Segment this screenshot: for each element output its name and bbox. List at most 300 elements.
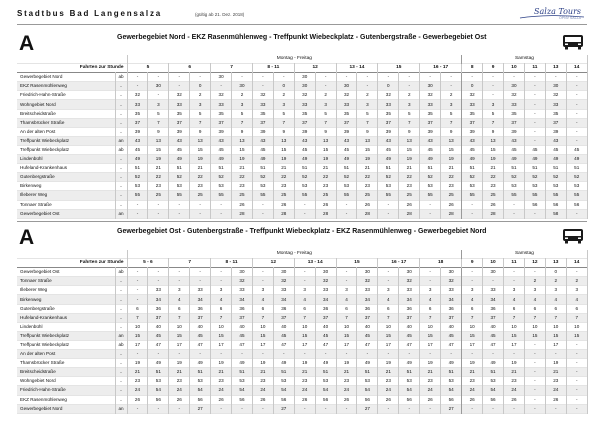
departure-time: 30: [294, 73, 315, 82]
departure-time: -: [127, 295, 148, 304]
departure-time: 6: [294, 304, 315, 313]
departure-time: 6: [336, 304, 357, 313]
departure-time: -: [462, 404, 483, 413]
departure-time: 56: [483, 395, 504, 404]
departure-time: 37: [294, 118, 315, 127]
departure-time: 10: [378, 322, 399, 331]
departure-time: 54: [483, 386, 504, 395]
departure-time: 32: [169, 91, 190, 100]
hour-header-cell: 13: [545, 259, 566, 268]
departure-time: 15: [315, 145, 336, 154]
departure-time: 17: [462, 340, 483, 349]
departure-time: 19: [252, 359, 273, 368]
departure-time: -: [566, 340, 587, 349]
stop-name: Gewerbegebiet Nord: [17, 73, 115, 82]
departure-time: 19: [545, 359, 566, 368]
departure-time: -: [483, 91, 504, 100]
departure-time: 15: [273, 145, 294, 154]
departure-time: 53: [273, 377, 294, 386]
day-group-blank: [17, 55, 127, 64]
departure-time: 47: [399, 340, 420, 349]
stop-name: Breitscheidstraße: [17, 368, 115, 377]
departure-time: 43: [420, 136, 441, 145]
departure-time: 36: [483, 304, 504, 313]
table-row: [17, 277, 587, 286]
departure-time: 6: [462, 304, 483, 313]
departure-time: -: [148, 209, 169, 218]
departure-time: 55: [169, 191, 190, 200]
departure-time: 15: [169, 331, 190, 340]
arrival-departure-mark: ..: [115, 155, 127, 164]
departure-time: 33: [357, 286, 378, 295]
table-row: [17, 200, 587, 209]
departure-time: 21: [462, 368, 483, 377]
departure-time: 56: [190, 395, 211, 404]
departure-time: 49: [378, 155, 399, 164]
table-row: [17, 404, 587, 413]
departure-time: 37: [420, 118, 441, 127]
departure-time: 10: [211, 322, 232, 331]
departure-time: 56: [399, 395, 420, 404]
arrival-departure-mark: ab: [115, 145, 127, 154]
departure-time: 35: [294, 109, 315, 118]
departure-time: 53: [252, 182, 273, 191]
departure-time: 51: [504, 164, 525, 173]
departure-time: 40: [232, 322, 253, 331]
departure-time: -: [566, 100, 587, 109]
departure-time: 53: [524, 182, 545, 191]
hour-header-cell: 15: [378, 64, 420, 73]
departure-time: 22: [190, 173, 211, 182]
departure-time: 37: [169, 118, 190, 127]
departure-time: -: [545, 404, 566, 413]
departure-time: 34: [273, 295, 294, 304]
table-row: [17, 82, 587, 91]
stop-name: Gutenbergstraße: [17, 304, 115, 313]
departure-time: 21: [336, 368, 357, 377]
salza-tours-logo: [517, 5, 587, 21]
departure-time: 39: [169, 127, 190, 136]
departure-time: 35: [169, 109, 190, 118]
departure-time: 10: [504, 322, 525, 331]
departure-time: 19: [420, 359, 441, 368]
stop-name: EKZ Rasenmühlenweg: [17, 395, 115, 404]
departure-time: 45: [336, 145, 357, 154]
departure-time: 30: [545, 82, 566, 91]
departure-time: 4: [462, 295, 483, 304]
departure-time: -: [524, 127, 545, 136]
departure-time: 58: [545, 209, 566, 218]
departure-time: 54: [190, 386, 211, 395]
departure-time: 28: [357, 209, 378, 218]
departure-time: -: [462, 209, 483, 218]
departure-time: 6: [420, 304, 441, 313]
departure-time: 52: [462, 173, 483, 182]
table-row: [17, 386, 587, 395]
departure-time: -: [566, 395, 587, 404]
departure-time: 15: [357, 145, 378, 154]
departure-time: -: [211, 209, 232, 218]
stop-name: Breitscheidstraße: [17, 109, 115, 118]
departure-time: 24: [462, 386, 483, 395]
departure-time: -: [357, 82, 378, 91]
departure-time: -: [462, 200, 483, 209]
departure-time: 23: [232, 182, 253, 191]
departure-time: 26: [357, 200, 378, 209]
departure-time: 15: [232, 145, 253, 154]
departure-time: 55: [524, 191, 545, 200]
departure-time: -: [169, 200, 190, 209]
departure-time: 32: [336, 91, 357, 100]
stop-name: Illeberer Weg: [17, 286, 115, 295]
validity-note: (gültig ab 21. Dez. 2018): [195, 12, 245, 17]
departure-time: 10: [252, 322, 273, 331]
departure-time: 3: [148, 100, 169, 109]
departure-time: 13: [232, 136, 253, 145]
table-row: [17, 100, 587, 109]
departure-time: 47: [232, 340, 253, 349]
table-row: [17, 286, 587, 295]
departure-time: 17: [169, 340, 190, 349]
departure-time: 45: [252, 145, 273, 154]
departure-time: 34: [232, 295, 253, 304]
departure-time: -: [483, 82, 504, 91]
departure-time: 55: [545, 191, 566, 200]
departure-time: 54: [399, 386, 420, 395]
table-row: [17, 295, 587, 304]
departure-time: 17: [252, 340, 273, 349]
departure-time: 43: [252, 136, 273, 145]
departure-time: 51: [420, 164, 441, 173]
header-divider: [17, 24, 587, 25]
line-letter: A: [19, 32, 35, 55]
departure-time: -: [127, 209, 148, 218]
arrival-departure-mark: ..: [115, 286, 127, 295]
departure-time: -: [211, 404, 232, 413]
departure-time: 51: [357, 368, 378, 377]
departure-time: 51: [252, 164, 273, 173]
arrival-departure-mark: ..: [115, 118, 127, 127]
departure-time: 55: [252, 191, 273, 200]
hour-header-cell: 11: [504, 259, 525, 268]
departure-time: 0: [545, 268, 566, 277]
departure-time: 2: [399, 91, 420, 100]
departure-time: 22: [273, 173, 294, 182]
departure-time: -: [252, 82, 273, 91]
departure-time: 52: [294, 173, 315, 182]
departure-time: 6: [524, 304, 545, 313]
departure-time: 32: [545, 91, 566, 100]
section-divider: [17, 221, 587, 222]
departure-time: 45: [545, 145, 566, 154]
departure-time: 3: [190, 100, 211, 109]
departure-time: 3: [420, 286, 441, 295]
departure-time: -: [420, 73, 441, 82]
departure-time: 53: [232, 377, 253, 386]
departure-time: 54: [232, 386, 253, 395]
table-row: [17, 136, 587, 145]
stop-name: Gewerbegebiet Ost: [17, 209, 115, 218]
departure-time: 47: [148, 340, 169, 349]
departure-time: 6: [566, 304, 587, 313]
departure-time: 35: [504, 109, 525, 118]
departure-time: -: [524, 268, 545, 277]
departure-time: 53: [315, 377, 336, 386]
stop-name: Thamsbrücker Straße: [17, 118, 115, 127]
departure-time: 33: [127, 100, 148, 109]
departure-time: -: [566, 368, 587, 377]
departure-time: 3: [378, 286, 399, 295]
hour-header-cell: 18: [420, 259, 462, 268]
departure-time: 56: [441, 395, 462, 404]
bus-icon: [562, 34, 584, 50]
departure-time: 45: [169, 145, 190, 154]
departure-time: 26: [378, 395, 399, 404]
departure-time: 15: [190, 145, 211, 154]
departure-time: 43: [169, 136, 190, 145]
departure-time: 40: [148, 322, 169, 331]
departure-time: 21: [148, 164, 169, 173]
departure-time: 9: [399, 127, 420, 136]
departure-time: 19: [148, 155, 169, 164]
stop-name: An der alten Post: [17, 350, 115, 359]
arrival-departure-mark: ..: [115, 295, 127, 304]
logo-subtext: ÖPNV SALZA: [559, 16, 581, 20]
stop-name: Gutenbergstraße: [17, 173, 115, 182]
departure-time: 3: [252, 286, 273, 295]
arrival-departure-mark: ..: [115, 91, 127, 100]
departure-time: 3: [524, 286, 545, 295]
departure-time: -: [127, 286, 148, 295]
departure-time: 33: [336, 100, 357, 109]
departure-time: -: [399, 73, 420, 82]
stop-name: Illeberer Weg: [17, 191, 115, 200]
departure-time: 19: [315, 155, 336, 164]
departure-time: 35: [462, 109, 483, 118]
departure-time: -: [252, 73, 273, 82]
departure-time: 23: [148, 182, 169, 191]
departure-time: 49: [315, 359, 336, 368]
departure-time: 43: [378, 136, 399, 145]
departure-time: 3: [273, 100, 294, 109]
departure-time: 4: [504, 295, 525, 304]
departure-time: -: [504, 268, 525, 277]
departure-time: 53: [462, 182, 483, 191]
arrival-departure-mark: ..: [115, 191, 127, 200]
departure-time: 49: [294, 155, 315, 164]
arrival-departure-mark: ..: [115, 173, 127, 182]
departure-time: 52: [566, 173, 587, 182]
departure-time: 56: [357, 395, 378, 404]
departure-time: 3: [169, 286, 190, 295]
departure-time: -: [232, 404, 253, 413]
departure-time: -: [566, 404, 587, 413]
departure-time: 45: [357, 331, 378, 340]
departure-time: 45: [315, 331, 336, 340]
departure-time: 25: [232, 191, 253, 200]
arrival-departure-mark: ..: [115, 200, 127, 209]
hour-header-row: [17, 64, 587, 73]
departure-time: 54: [148, 386, 169, 395]
departure-time: 3: [441, 100, 462, 109]
departure-time: 33: [441, 286, 462, 295]
departure-time: 6: [504, 304, 525, 313]
departure-time: -: [148, 200, 169, 209]
departure-time: 10: [524, 322, 545, 331]
departure-time: 17: [294, 340, 315, 349]
departure-time: 15: [252, 331, 273, 340]
departure-time: 37: [232, 313, 253, 322]
departure-time: 28: [315, 209, 336, 218]
departure-time: 10: [127, 322, 148, 331]
departure-time: 4: [420, 295, 441, 304]
departure-time: -: [336, 200, 357, 209]
stop-name: Friedrich-Hahn-Straße: [17, 91, 115, 100]
departure-time: 54: [273, 386, 294, 395]
departure-time: 7: [148, 118, 169, 127]
departure-time: 25: [357, 191, 378, 200]
departure-time: 24: [294, 386, 315, 395]
bus-icon: [562, 228, 584, 244]
departure-time: 37: [190, 313, 211, 322]
hour-header-cell: 13 - 14: [336, 64, 378, 73]
departure-time: 7: [378, 313, 399, 322]
departure-time: -: [378, 277, 399, 286]
departure-time: 25: [273, 191, 294, 200]
departure-time: 49: [420, 155, 441, 164]
departure-time: -: [336, 73, 357, 82]
stop-name: Treffpunkt Wiebeckplatz: [17, 340, 115, 349]
departure-time: 2: [190, 91, 211, 100]
departure-time: 33: [399, 286, 420, 295]
departure-time: -: [524, 340, 545, 349]
table-row: [17, 368, 587, 377]
arrival-departure-mark: ..: [115, 164, 127, 173]
departure-time: 56: [545, 200, 566, 209]
departure-time: 34: [190, 295, 211, 304]
departure-time: 15: [566, 331, 587, 340]
departure-time: 55: [127, 191, 148, 200]
departure-time: 30: [148, 82, 169, 91]
stop-name: Treffpunkt Wiebeckplatz: [17, 145, 115, 154]
departure-time: 7: [545, 313, 566, 322]
departure-time: 27: [273, 404, 294, 413]
day-group-blank: [17, 250, 127, 259]
departure-time: -: [441, 350, 462, 359]
departure-time: 56: [148, 395, 169, 404]
departure-time: 4: [252, 295, 273, 304]
departure-time: 39: [252, 127, 273, 136]
departure-time: -: [211, 268, 232, 277]
departure-time: 10: [545, 322, 566, 331]
departure-time: 45: [524, 145, 545, 154]
departure-time: 32: [294, 91, 315, 100]
departure-time: 47: [441, 340, 462, 349]
departure-time: 24: [169, 386, 190, 395]
departure-time: 37: [545, 118, 566, 127]
departure-time: 53: [545, 182, 566, 191]
departure-time: -: [399, 404, 420, 413]
departure-time: 37: [378, 118, 399, 127]
table-row: [17, 304, 587, 313]
departure-time: 43: [294, 136, 315, 145]
departure-time: 49: [148, 359, 169, 368]
departure-time: 37: [357, 313, 378, 322]
departure-time: 49: [462, 155, 483, 164]
departure-time: -: [315, 82, 336, 91]
departure-time: 9: [190, 127, 211, 136]
departure-time: -: [148, 73, 169, 82]
departure-time: 22: [441, 173, 462, 182]
arrival-departure-mark: ..: [115, 82, 127, 91]
departure-time: -: [294, 200, 315, 209]
day-group-row: [17, 55, 587, 64]
table-row: [17, 313, 587, 322]
departure-time: 19: [169, 359, 190, 368]
departure-time: 40: [357, 322, 378, 331]
departure-time: -: [524, 209, 545, 218]
departure-time: 21: [378, 368, 399, 377]
departure-time: 49: [566, 155, 587, 164]
departure-time: 43: [211, 136, 232, 145]
departure-time: 15: [462, 331, 483, 340]
arrival-departure-mark: ..: [115, 359, 127, 368]
departure-time: 49: [441, 359, 462, 368]
departure-time: -: [566, 386, 587, 395]
departure-time: 23: [273, 182, 294, 191]
departure-time: 9: [483, 127, 504, 136]
departure-time: 10: [169, 322, 190, 331]
departure-time: -: [566, 73, 587, 82]
departure-time: 26: [232, 200, 253, 209]
departure-time: 52: [504, 173, 525, 182]
table-row: [17, 73, 587, 82]
departure-time: 7: [273, 118, 294, 127]
departure-time: 34: [357, 295, 378, 304]
hour-header-cell: 16 - 17: [420, 64, 462, 73]
departure-time: 6: [252, 304, 273, 313]
departure-time: 15: [524, 331, 545, 340]
departure-time: -: [504, 277, 525, 286]
departure-time: 52: [378, 173, 399, 182]
line-letter: A: [19, 226, 35, 249]
departure-time: 47: [483, 340, 504, 349]
departure-time: 51: [545, 164, 566, 173]
departure-time: 15: [378, 331, 399, 340]
hour-header-cell: 14: [566, 259, 587, 268]
departure-time: 13: [483, 136, 504, 145]
departure-time: 55: [420, 191, 441, 200]
departure-time: 34: [441, 295, 462, 304]
departure-time: -: [420, 268, 441, 277]
departure-time: 9: [273, 127, 294, 136]
departure-time: 28: [441, 209, 462, 218]
departure-time: 3: [504, 286, 525, 295]
table-row: [17, 340, 587, 349]
departure-time: 23: [504, 377, 525, 386]
departure-time: 25: [483, 191, 504, 200]
departure-time: 15: [399, 145, 420, 154]
departure-time: 28: [232, 209, 253, 218]
departure-time: 51: [566, 164, 587, 173]
departure-time: -: [420, 350, 441, 359]
day-group-saturday: Samstag: [462, 250, 588, 259]
departure-time: 2: [357, 91, 378, 100]
stop-name: Thamsbrücker Straße: [17, 359, 115, 368]
departure-time: 53: [169, 182, 190, 191]
departure-time: 39: [504, 127, 525, 136]
departure-time: 23: [462, 377, 483, 386]
